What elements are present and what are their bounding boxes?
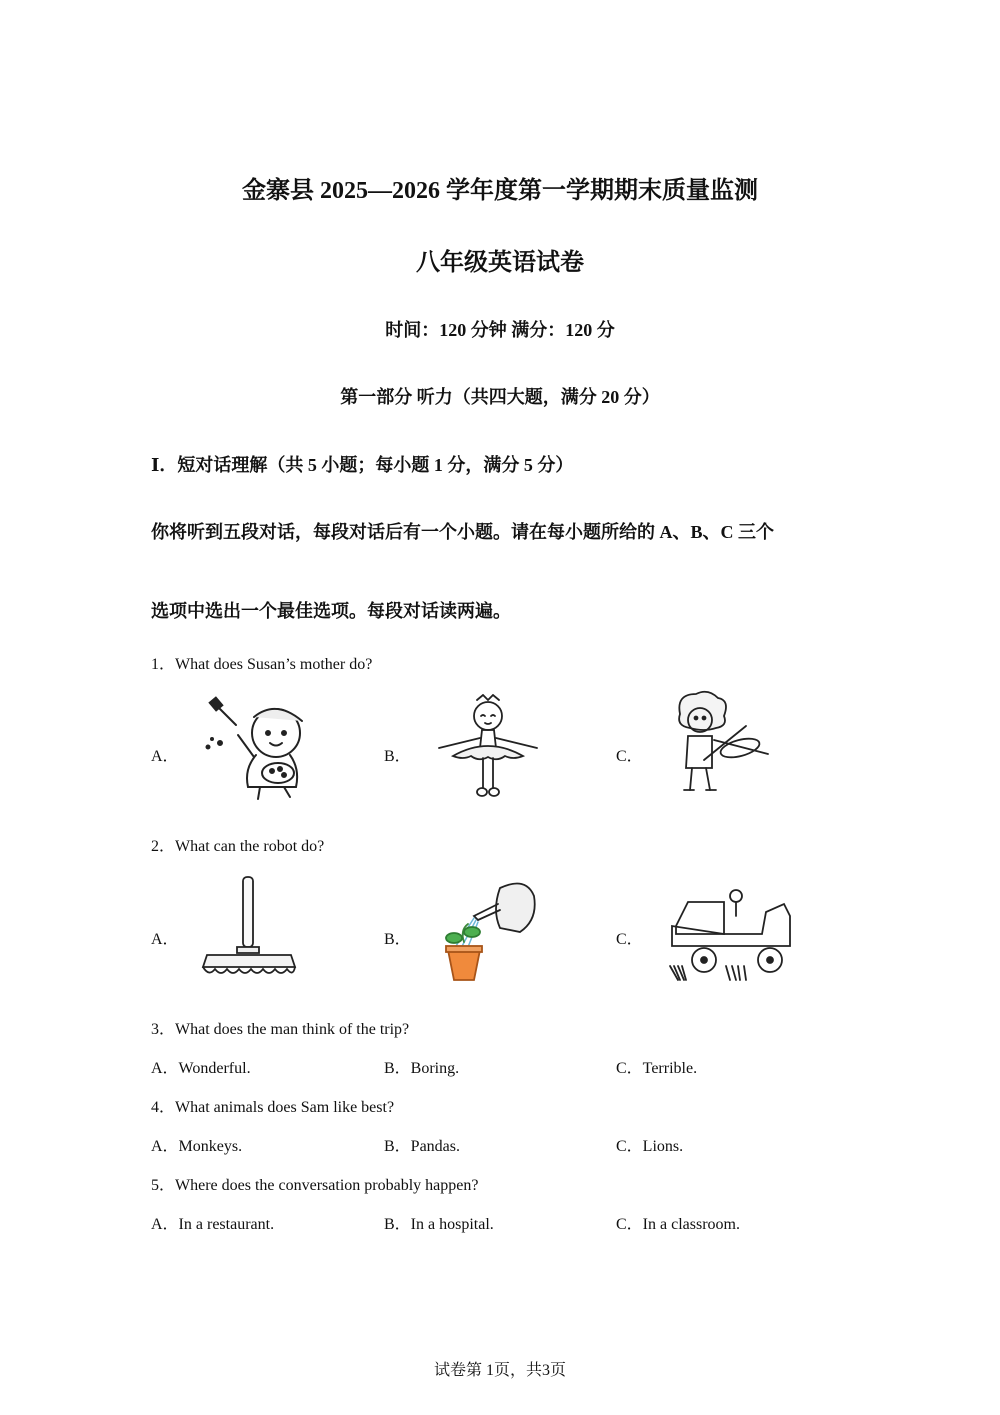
q1-option-c-label: C． xyxy=(616,748,643,765)
q2-option-c-label: C． xyxy=(616,931,643,948)
q3-option-b: B．Boring. xyxy=(384,1060,460,1077)
question-1: 1．What does Susan’s mother do? xyxy=(151,656,373,673)
exam-subtitle: 八年级英语试卷 xyxy=(416,250,584,276)
part-heading: 第一部分 听力（共四大题，满分 20 分） xyxy=(340,387,660,407)
instructions-line1: 你将听到五段对话，每段对话后有一个小题。请在每小题所给的 A、B、C 三个 xyxy=(151,522,775,542)
section-title: Ⅰ．短对话理解（共 5 小题；每小题 1 分，满分 5 分） xyxy=(151,455,574,475)
q1-option-b-label: B． xyxy=(384,748,411,765)
q2-option-b-label: B． xyxy=(384,931,411,948)
time-info: 时间：120 分钟 满分：120 分 xyxy=(385,320,615,340)
question-3: 3．What does the man think of the trip? xyxy=(151,1021,410,1038)
q2-option-a-label: A． xyxy=(151,931,179,948)
question-5: 5．Where does the conversation probably happen? xyxy=(151,1177,479,1194)
violinist-image xyxy=(664,690,776,800)
question-2: 2．What can the robot do? xyxy=(151,838,325,855)
q4-option-a: A．Monkeys. xyxy=(151,1138,243,1155)
q5-option-c: C．In a classroom. xyxy=(616,1216,740,1233)
q1-option-a-label: A． xyxy=(151,748,179,765)
q3-option-a: A．Wonderful. xyxy=(151,1060,251,1077)
sweeper-truck-image xyxy=(666,886,794,984)
question-4: 4．What animals does Sam like best? xyxy=(151,1099,395,1116)
q4-option-b: B．Pandas. xyxy=(384,1138,461,1155)
dancer-image xyxy=(433,694,543,802)
q5-option-b: B．In a hospital. xyxy=(384,1216,494,1233)
q3-option-c: C．Terrible. xyxy=(616,1060,698,1077)
q4-option-c: C．Lions. xyxy=(616,1138,684,1155)
watering-plant-image xyxy=(430,880,542,984)
instructions-line2: 选项中选出一个最佳选项。每段对话读两遍。 xyxy=(151,601,511,621)
q5-option-a: A．In a restaurant. xyxy=(151,1216,275,1233)
page-footer: 试卷第 1页，共3页 xyxy=(433,1362,566,1379)
exam-title: 金寨县 2025—2026 学年度第一学期期末质量监测 xyxy=(242,178,758,204)
painter-image xyxy=(198,695,318,801)
mop-image xyxy=(199,875,299,981)
